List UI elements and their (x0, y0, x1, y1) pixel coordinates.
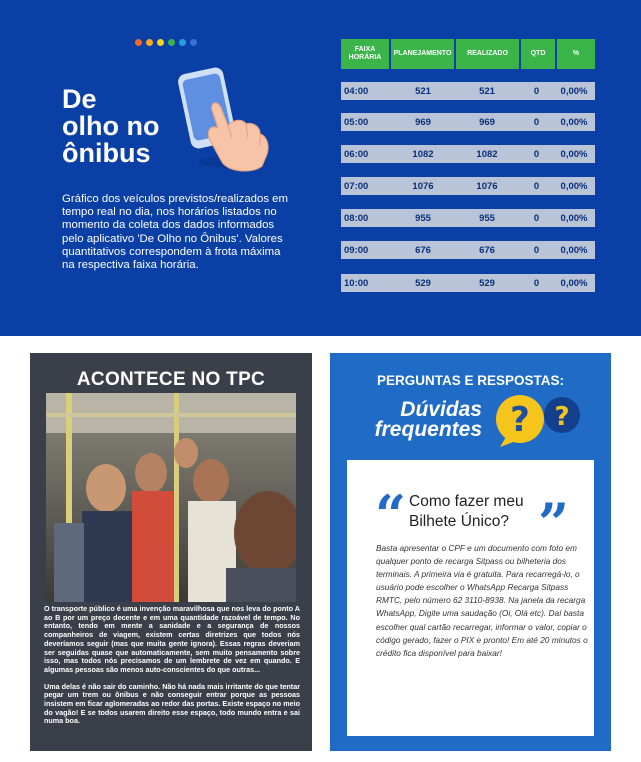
column-header-qtd: QTD (521, 39, 555, 69)
cell-time: 07:00 (344, 180, 369, 192)
cell-realized: 521 (479, 85, 495, 97)
cell-time: 04:00 (344, 85, 369, 97)
column-header-planned: PLANEJAMENTO (391, 39, 454, 69)
color-dots (135, 39, 197, 46)
cell-time: 09:00 (344, 244, 369, 256)
column-header-time: FAIXA HORÁRIA (341, 39, 389, 69)
cell-qtd: 0 (533, 85, 540, 97)
cell-time: 08:00 (344, 212, 369, 224)
cell-realized: 676 (479, 244, 495, 256)
news-paragraph: Uma delas é não sair do caminho. Não há nada mais irritante do que tentar pegar um trem ou ônibus e não conseguir entrar porque as pessoas insistem em ficar aglomeradas ao redor das portas. Existe espaço no meio do vagão! E se todos usarem direito esse espaço, todo mundo entra e sai numa boa. (44, 681, 300, 726)
news-title: ACONTECE NO TPC (76, 369, 266, 390)
cell-percent: 0,00% (560, 85, 588, 97)
news-card (30, 353, 312, 751)
cell-planned: 676 (415, 244, 431, 256)
table-row (341, 113, 595, 131)
cell-planned: 1076 (412, 180, 434, 192)
close-quote-icon: ” (538, 491, 570, 555)
faq-title-line: frequentes (374, 418, 482, 441)
cell-realized: 529 (479, 277, 495, 289)
cell-planned: 955 (415, 212, 431, 224)
hero-title-line: De (62, 84, 97, 114)
cell-qtd: 0 (533, 148, 540, 160)
cell-qtd: 0 (533, 116, 540, 128)
question-marks-icon (486, 393, 586, 449)
cell-percent: 0,00% (560, 244, 588, 256)
color-dot (157, 39, 164, 46)
column-header-percent: % (557, 39, 595, 69)
hero-title-line: ônibus (62, 138, 151, 168)
table-row (341, 241, 595, 259)
bus-passengers-photo (46, 393, 296, 602)
cell-time: 05:00 (344, 116, 369, 128)
faq-card (330, 353, 611, 751)
cell-realized: 969 (479, 116, 495, 128)
table-row (341, 145, 595, 163)
cell-realized: 955 (479, 212, 495, 224)
svg-text:?: ? (554, 402, 570, 432)
cell-percent: 0,00% (560, 116, 588, 128)
cell-time: 10:00 (344, 277, 369, 289)
faq-title-line: Dúvidas (400, 398, 482, 421)
color-dot (135, 39, 142, 46)
table-header (341, 39, 595, 69)
cell-planned: 521 (415, 85, 431, 97)
hero-section (0, 0, 641, 336)
table-row (341, 274, 595, 292)
cell-percent: 0,00% (560, 148, 588, 160)
column-header-realized: REALIZADO (456, 39, 519, 69)
cell-realized: 1076 (476, 180, 498, 192)
cell-percent: 0,00% (560, 277, 588, 289)
cell-realized: 1082 (476, 148, 498, 160)
color-dot (146, 39, 153, 46)
cell-time: 06:00 (344, 148, 369, 160)
cell-qtd: 0 (533, 244, 540, 256)
hero-description: Gráfico dos veículos previstos/realizados em tempo real no dia, nos horários listados no momento da coleta dos dados informados pelo aplicativo 'De Olho no Ônibus'. Valores quantitativos correspondem à frota máxima na respectiva faixa horária. (62, 193, 289, 272)
faq-question: Como fazer meu Bilhete Único? (409, 493, 524, 530)
cell-qtd: 0 (533, 180, 540, 192)
svg-text:?: ? (510, 400, 530, 440)
faq-kicker: PERGUNTAS E RESPOSTAS: (376, 373, 565, 388)
cell-planned: 1082 (412, 148, 434, 160)
open-quote-icon: “ (375, 483, 407, 547)
cell-planned: 529 (415, 277, 431, 289)
fleet-table (341, 39, 595, 289)
color-dot (190, 39, 197, 46)
faq-answer-box (347, 460, 594, 736)
cell-percent: 0,00% (560, 212, 588, 224)
color-dot (179, 39, 186, 46)
hero-title-line: olho no (62, 111, 160, 141)
hand-phone-icon (172, 66, 280, 174)
faq-answer: Basta apresentar o CPF e um documento com foto em qualquer ponto de recarga Sitpass ou bilheteria dos terminais. A primeira via é gratuita. Para recarregá-lo, o usuário pode escolher o WhatsApp Recarga Sitpass RMTC, pelo número 62 3110-8938. Na janela da recarga WhatsApp, Digite uma saudação (Oi, Olá etc). Daí basta escolher qual cartão recarregar, informar o valor, copiar o código gerado, fazer o PIX e pronto! Em até 20 minutos o crédito fica disponível para baixar! (376, 543, 588, 658)
news-body (44, 605, 300, 726)
cell-qtd: 0 (533, 212, 540, 224)
cell-qtd: 0 (533, 277, 540, 289)
table-row (341, 82, 595, 100)
cell-planned: 969 (415, 116, 431, 128)
cell-percent: 0,00% (560, 180, 588, 192)
news-paragraph: O transporte público é uma invenção maravilhosa que nos leva do ponto A ao B por um preço decente e em uma quantidade razoável de tempo. No entanto, tendo em mente a sanidade e a segurança de nossos companheiros de viagem, existem certas diretrizes que todos nós deveríamos seguir (mas que muita gente ignora). Essas regras deveriam ser seguidas quase que automaticamente, sem muito pensamento sobre isso, mas todos nós precisamos de um lembrete de vez em quando. E algumas pessoas são menos auto-conscientes do que outras... (44, 604, 300, 674)
color-dot (168, 39, 175, 46)
faq-title (358, 400, 482, 440)
table-row (341, 209, 595, 227)
table-row (341, 177, 595, 195)
